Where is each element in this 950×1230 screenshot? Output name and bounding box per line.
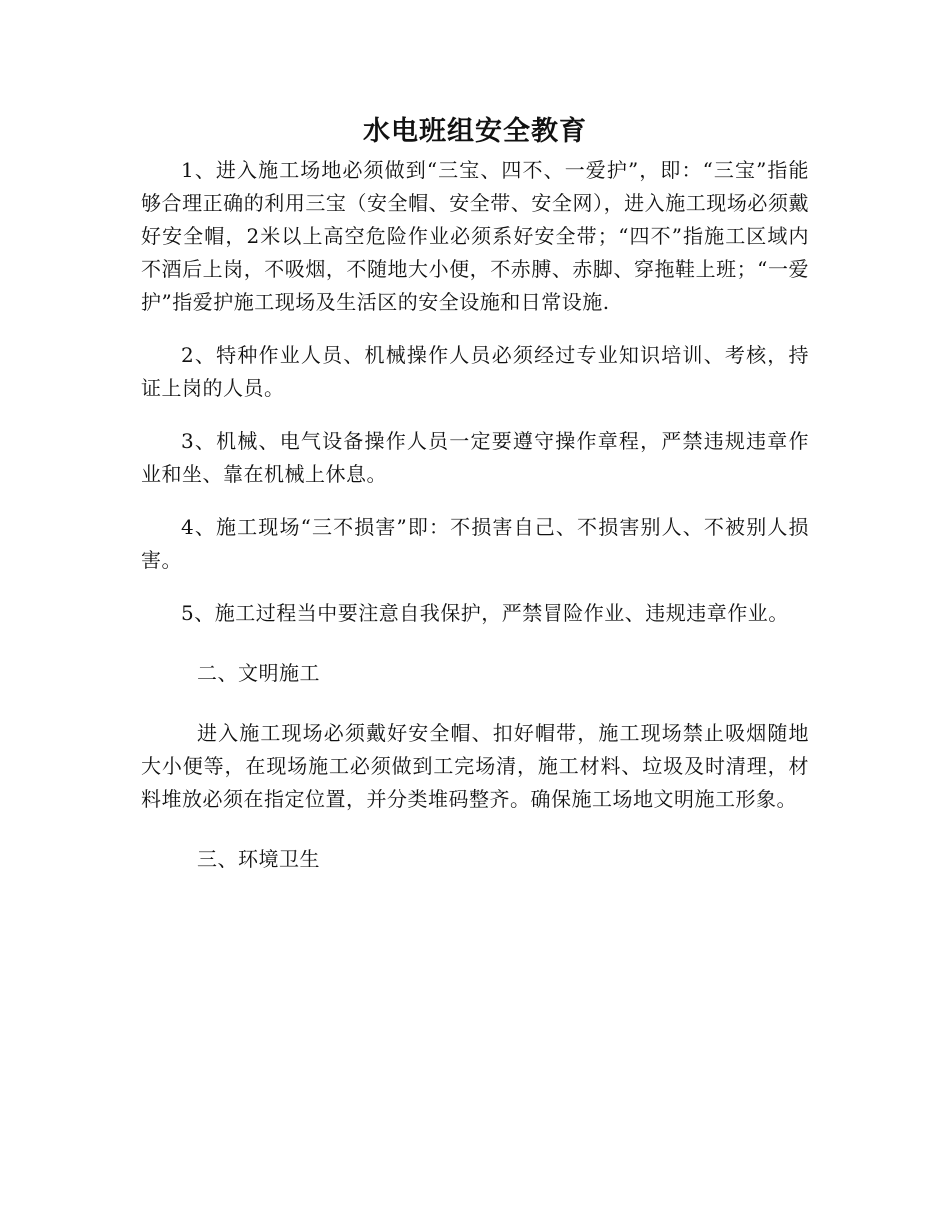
paragraph-3: 3、机械、电气设备操作人员一定要遵守操作章程，严禁违规违章作业和坐、靠在机械上休息。 — [141, 429, 809, 486]
paragraph-5: 5、施工过程当中要注意自我保护，严禁冒险作业、违规违章作业。 — [181, 601, 789, 625]
paragraph-1: 1、进入施工场地必须做到“三宝、四不、一爱护”，即：“三宝”指能够合理正确的利用三宝（安全帽、安全带、安全网），进入施工现场必须戴好安全帽，2米以上高空危险作业必须系好安全带；“四不”指施工区域内不酒后上岗，不吸烟，不随地大小便，不赤膊、赤脚、穿拖鞋上班；“一爱护”指爱护施工现场及生活区的安全设施和日常设施. — [141, 158, 809, 314]
paragraph-2: 2、特种作业人员、机械操作人员必须经过专业知识培训、考核，持证上岗的人员。 — [141, 343, 809, 400]
document-page — [141, 112, 809, 876]
document-title: 水电班组安全教育 — [363, 116, 587, 147]
section-3-heading: 三、环境卫生 — [197, 847, 320, 871]
section-2-body: 进入施工现场必须戴好安全帽、扣好帽带，施工现场禁止吸烟随地大小便等，在现场施工必须做到工完场清，施工材料、垃圾及时清理，材料堆放必须在指定位置，并分类堆码整齐。确保施工场地文明施工形象。 — [141, 721, 809, 811]
paragraph-4: 4、施工现场“三不损害”即：不损害自己、不损害别人、不被别人损害。 — [141, 515, 809, 572]
section-2-heading: 二、文明施工 — [197, 661, 320, 685]
